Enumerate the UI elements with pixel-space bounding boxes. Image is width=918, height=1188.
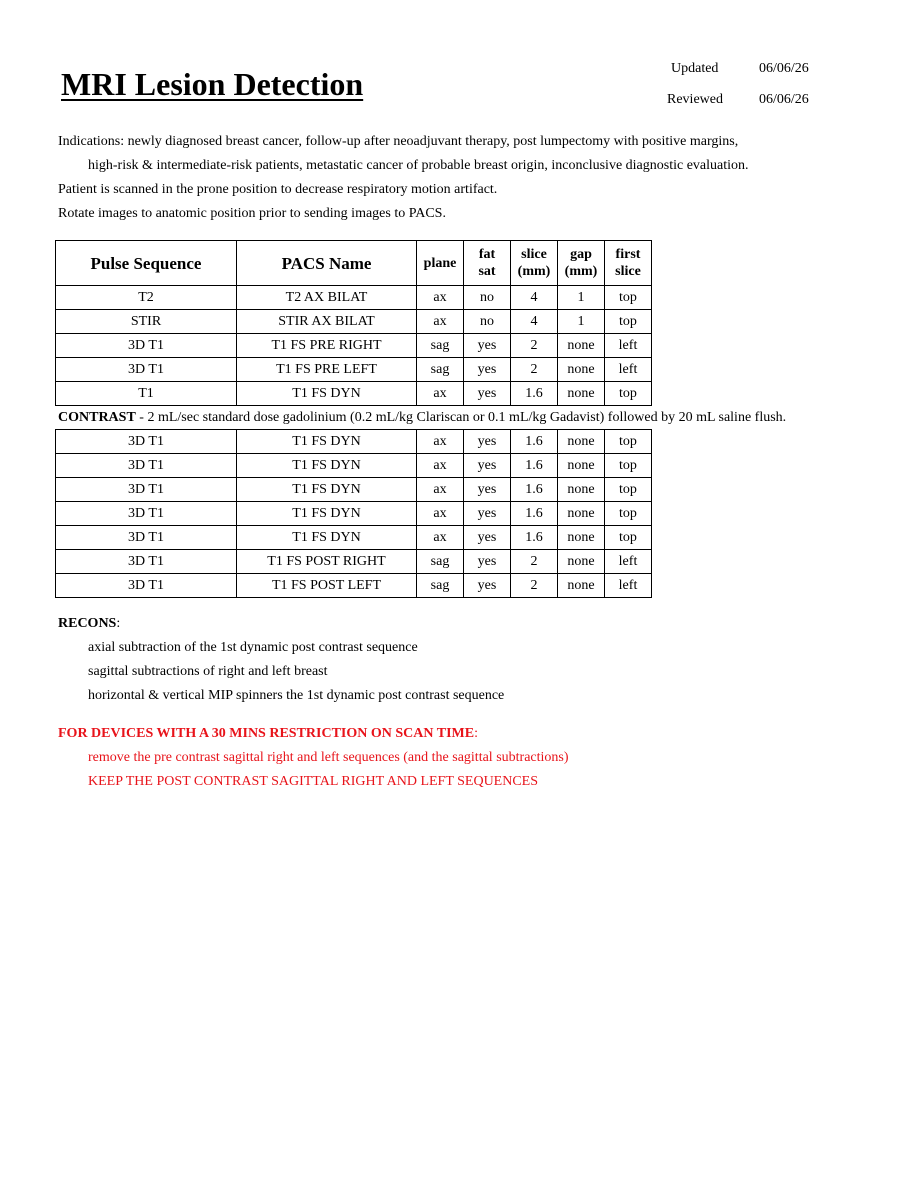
restriction-heading (58, 726, 478, 742)
cell-slice: 1.6 (511, 382, 558, 406)
cell-plane: ax (417, 502, 464, 526)
table-row (56, 286, 652, 310)
cell-pacs-name: STIR AX BILAT (237, 310, 417, 334)
cell-slice: 2 (511, 358, 558, 382)
cell-slice: 1.6 (511, 430, 558, 454)
recons-item: horizontal & vertical MIP spinners the 1st dynamic post contrast sequence (88, 688, 505, 703)
header-fat-sat-line-1: fat (478, 247, 496, 262)
prone-position-note: Patient is scanned in the prone position to decrease respiratory motion artifact. (58, 182, 498, 197)
header-pacs-name: PACS Name (237, 241, 417, 286)
cell-fat-sat: no (464, 310, 511, 334)
cell-pacs-name: T1 FS DYN (237, 454, 417, 478)
contrast-text: - 2 mL/sec standard dose gadolinium (0.2 mL/kg Clariscan or 0.1 mL/kg Gadavist) followed by 20 mL saline flush. (135, 410, 787, 425)
header-first-slice (605, 241, 652, 286)
table-header-row (56, 241, 652, 286)
updated-label: Updated (671, 61, 719, 76)
cell-plane: ax (417, 286, 464, 310)
cell-fat-sat: yes (464, 574, 511, 598)
cell-gap: none (558, 382, 605, 406)
recons-label: RECONS (58, 616, 117, 631)
cell-gap: none (558, 550, 605, 574)
recons-item: sagittal subtractions of right and left breast (88, 664, 328, 679)
table-row (56, 574, 652, 598)
cell-pacs-name: T1 FS DYN (237, 526, 417, 550)
recons-heading (58, 616, 120, 632)
contrast-label: CONTRAST (58, 410, 136, 425)
cell-gap: none (558, 358, 605, 382)
cell-plane: sag (417, 334, 464, 358)
indications-line-1: Indications: newly diagnosed breast cancer, follow-up after neoadjuvant therapy, post lumpectomy with positive margins, (58, 134, 739, 149)
contrast-note (58, 410, 786, 426)
cell-pacs-name: T1 FS POST LEFT (237, 574, 417, 598)
cell-pulse-sequence: 3D T1 (56, 358, 237, 382)
table-row (56, 478, 652, 502)
cell-slice: 1.6 (511, 454, 558, 478)
cell-pulse-sequence: 3D T1 (56, 550, 237, 574)
header-gap-line-1: gap (570, 247, 592, 262)
cell-first-slice: top (605, 430, 652, 454)
cell-slice: 4 (511, 310, 558, 334)
cell-fat-sat: yes (464, 550, 511, 574)
table-row (56, 502, 652, 526)
cell-slice: 2 (511, 334, 558, 358)
restriction-colon: : (474, 726, 478, 741)
header-fat-sat (464, 241, 511, 286)
table-row (56, 334, 652, 358)
cell-plane: ax (417, 430, 464, 454)
recons-colon: : (116, 616, 121, 631)
cell-gap: none (558, 430, 605, 454)
header-first-slice-line-1: first (615, 247, 641, 262)
table-row (56, 454, 652, 478)
cell-first-slice: top (605, 478, 652, 502)
updated-date: 06/06/26 (759, 61, 809, 76)
rotate-images-note: Rotate images to anatomic position prior to sending images to PACS. (58, 206, 446, 221)
cell-gap: 1 (558, 310, 605, 334)
page-title: MRI Lesion Detection (61, 66, 364, 102)
cell-first-slice: left (605, 358, 652, 382)
header-fat-sat-line-2: sat (478, 264, 496, 279)
indications-line-2: high-risk & intermediate-risk patients, metastatic cancer of probable breast origin, inconclusive diagnostic evaluation. (88, 158, 749, 173)
cell-pacs-name: T1 FS DYN (237, 502, 417, 526)
cell-plane: sag (417, 550, 464, 574)
cell-plane: ax (417, 310, 464, 334)
table-row (56, 526, 652, 550)
restriction-item: KEEP THE POST CONTRAST SAGITTAL RIGHT AND LEFT SEQUENCES (88, 774, 539, 789)
restriction-item: remove the pre contrast sagittal right and left sequences (and the sagittal subtractions) (88, 750, 569, 765)
header-gap (558, 241, 605, 286)
cell-first-slice: top (605, 310, 652, 334)
cell-pacs-name: T1 FS DYN (237, 478, 417, 502)
reviewed-label: Reviewed (667, 92, 723, 107)
cell-plane: ax (417, 382, 464, 406)
header-slice-line-1: slice (521, 247, 547, 262)
cell-slice: 4 (511, 286, 558, 310)
header-first-slice-line-2: slice (615, 264, 641, 279)
cell-first-slice: left (605, 334, 652, 358)
reviewed-date: 06/06/26 (759, 92, 809, 107)
cell-pacs-name: T1 FS POST RIGHT (237, 550, 417, 574)
cell-fat-sat: no (464, 286, 511, 310)
table-row (56, 430, 652, 454)
cell-fat-sat: yes (464, 358, 511, 382)
cell-pacs-name: T1 FS DYN (237, 430, 417, 454)
cell-pacs-name: T1 FS PRE LEFT (237, 358, 417, 382)
cell-pulse-sequence: 3D T1 (56, 574, 237, 598)
cell-fat-sat: yes (464, 502, 511, 526)
table-row (56, 358, 652, 382)
cell-plane: ax (417, 454, 464, 478)
cell-first-slice: left (605, 550, 652, 574)
cell-gap: none (558, 574, 605, 598)
cell-fat-sat: yes (464, 454, 511, 478)
cell-gap: none (558, 502, 605, 526)
header-pulse-sequence: Pulse Sequence (56, 241, 237, 286)
cell-plane: sag (417, 574, 464, 598)
restriction-label: FOR DEVICES WITH A 30 MINS RESTRICTION ON SCAN TIME (58, 726, 475, 741)
cell-first-slice: top (605, 502, 652, 526)
cell-gap: 1 (558, 286, 605, 310)
cell-pulse-sequence: 3D T1 (56, 454, 237, 478)
cell-fat-sat: yes (464, 526, 511, 550)
cell-fat-sat: yes (464, 334, 511, 358)
cell-fat-sat: yes (464, 382, 511, 406)
cell-pulse-sequence: 3D T1 (56, 502, 237, 526)
cell-pulse-sequence: 3D T1 (56, 478, 237, 502)
cell-gap: none (558, 478, 605, 502)
cell-pulse-sequence: T2 (56, 286, 237, 310)
cell-first-slice: top (605, 382, 652, 406)
post-contrast-rows (56, 430, 652, 598)
cell-fat-sat: yes (464, 478, 511, 502)
cell-plane: ax (417, 526, 464, 550)
cell-first-slice: top (605, 286, 652, 310)
cell-plane: sag (417, 358, 464, 382)
cell-slice: 1.6 (511, 526, 558, 550)
header-plane: plane (417, 241, 464, 286)
cell-first-slice: top (605, 526, 652, 550)
table-row (56, 382, 652, 406)
cell-gap: none (558, 526, 605, 550)
header-slice (511, 241, 558, 286)
header-slice-line-2: (mm) (517, 264, 551, 279)
cell-first-slice: left (605, 574, 652, 598)
cell-pulse-sequence: 3D T1 (56, 430, 237, 454)
header-gap-line-2: (mm) (564, 264, 598, 279)
cell-pulse-sequence: 3D T1 (56, 334, 237, 358)
recons-item: axial subtraction of the 1st dynamic post contrast sequence (88, 640, 418, 655)
cell-pulse-sequence: T1 (56, 382, 237, 406)
cell-slice: 2 (511, 550, 558, 574)
cell-pulse-sequence: STIR (56, 310, 237, 334)
pre-contrast-rows (56, 286, 652, 406)
cell-gap: none (558, 454, 605, 478)
cell-slice: 1.6 (511, 502, 558, 526)
cell-slice: 2 (511, 574, 558, 598)
cell-pulse-sequence: 3D T1 (56, 526, 237, 550)
cell-first-slice: top (605, 454, 652, 478)
cell-pacs-name: T1 FS PRE RIGHT (237, 334, 417, 358)
pre-contrast-table (55, 240, 652, 406)
cell-pacs-name: T1 FS DYN (237, 382, 417, 406)
cell-gap: none (558, 334, 605, 358)
cell-fat-sat: yes (464, 430, 511, 454)
cell-plane: ax (417, 478, 464, 502)
cell-pacs-name: T2 AX BILAT (237, 286, 417, 310)
post-contrast-table (55, 429, 652, 598)
cell-slice: 1.6 (511, 478, 558, 502)
table-row (56, 550, 652, 574)
table-row (56, 310, 652, 334)
